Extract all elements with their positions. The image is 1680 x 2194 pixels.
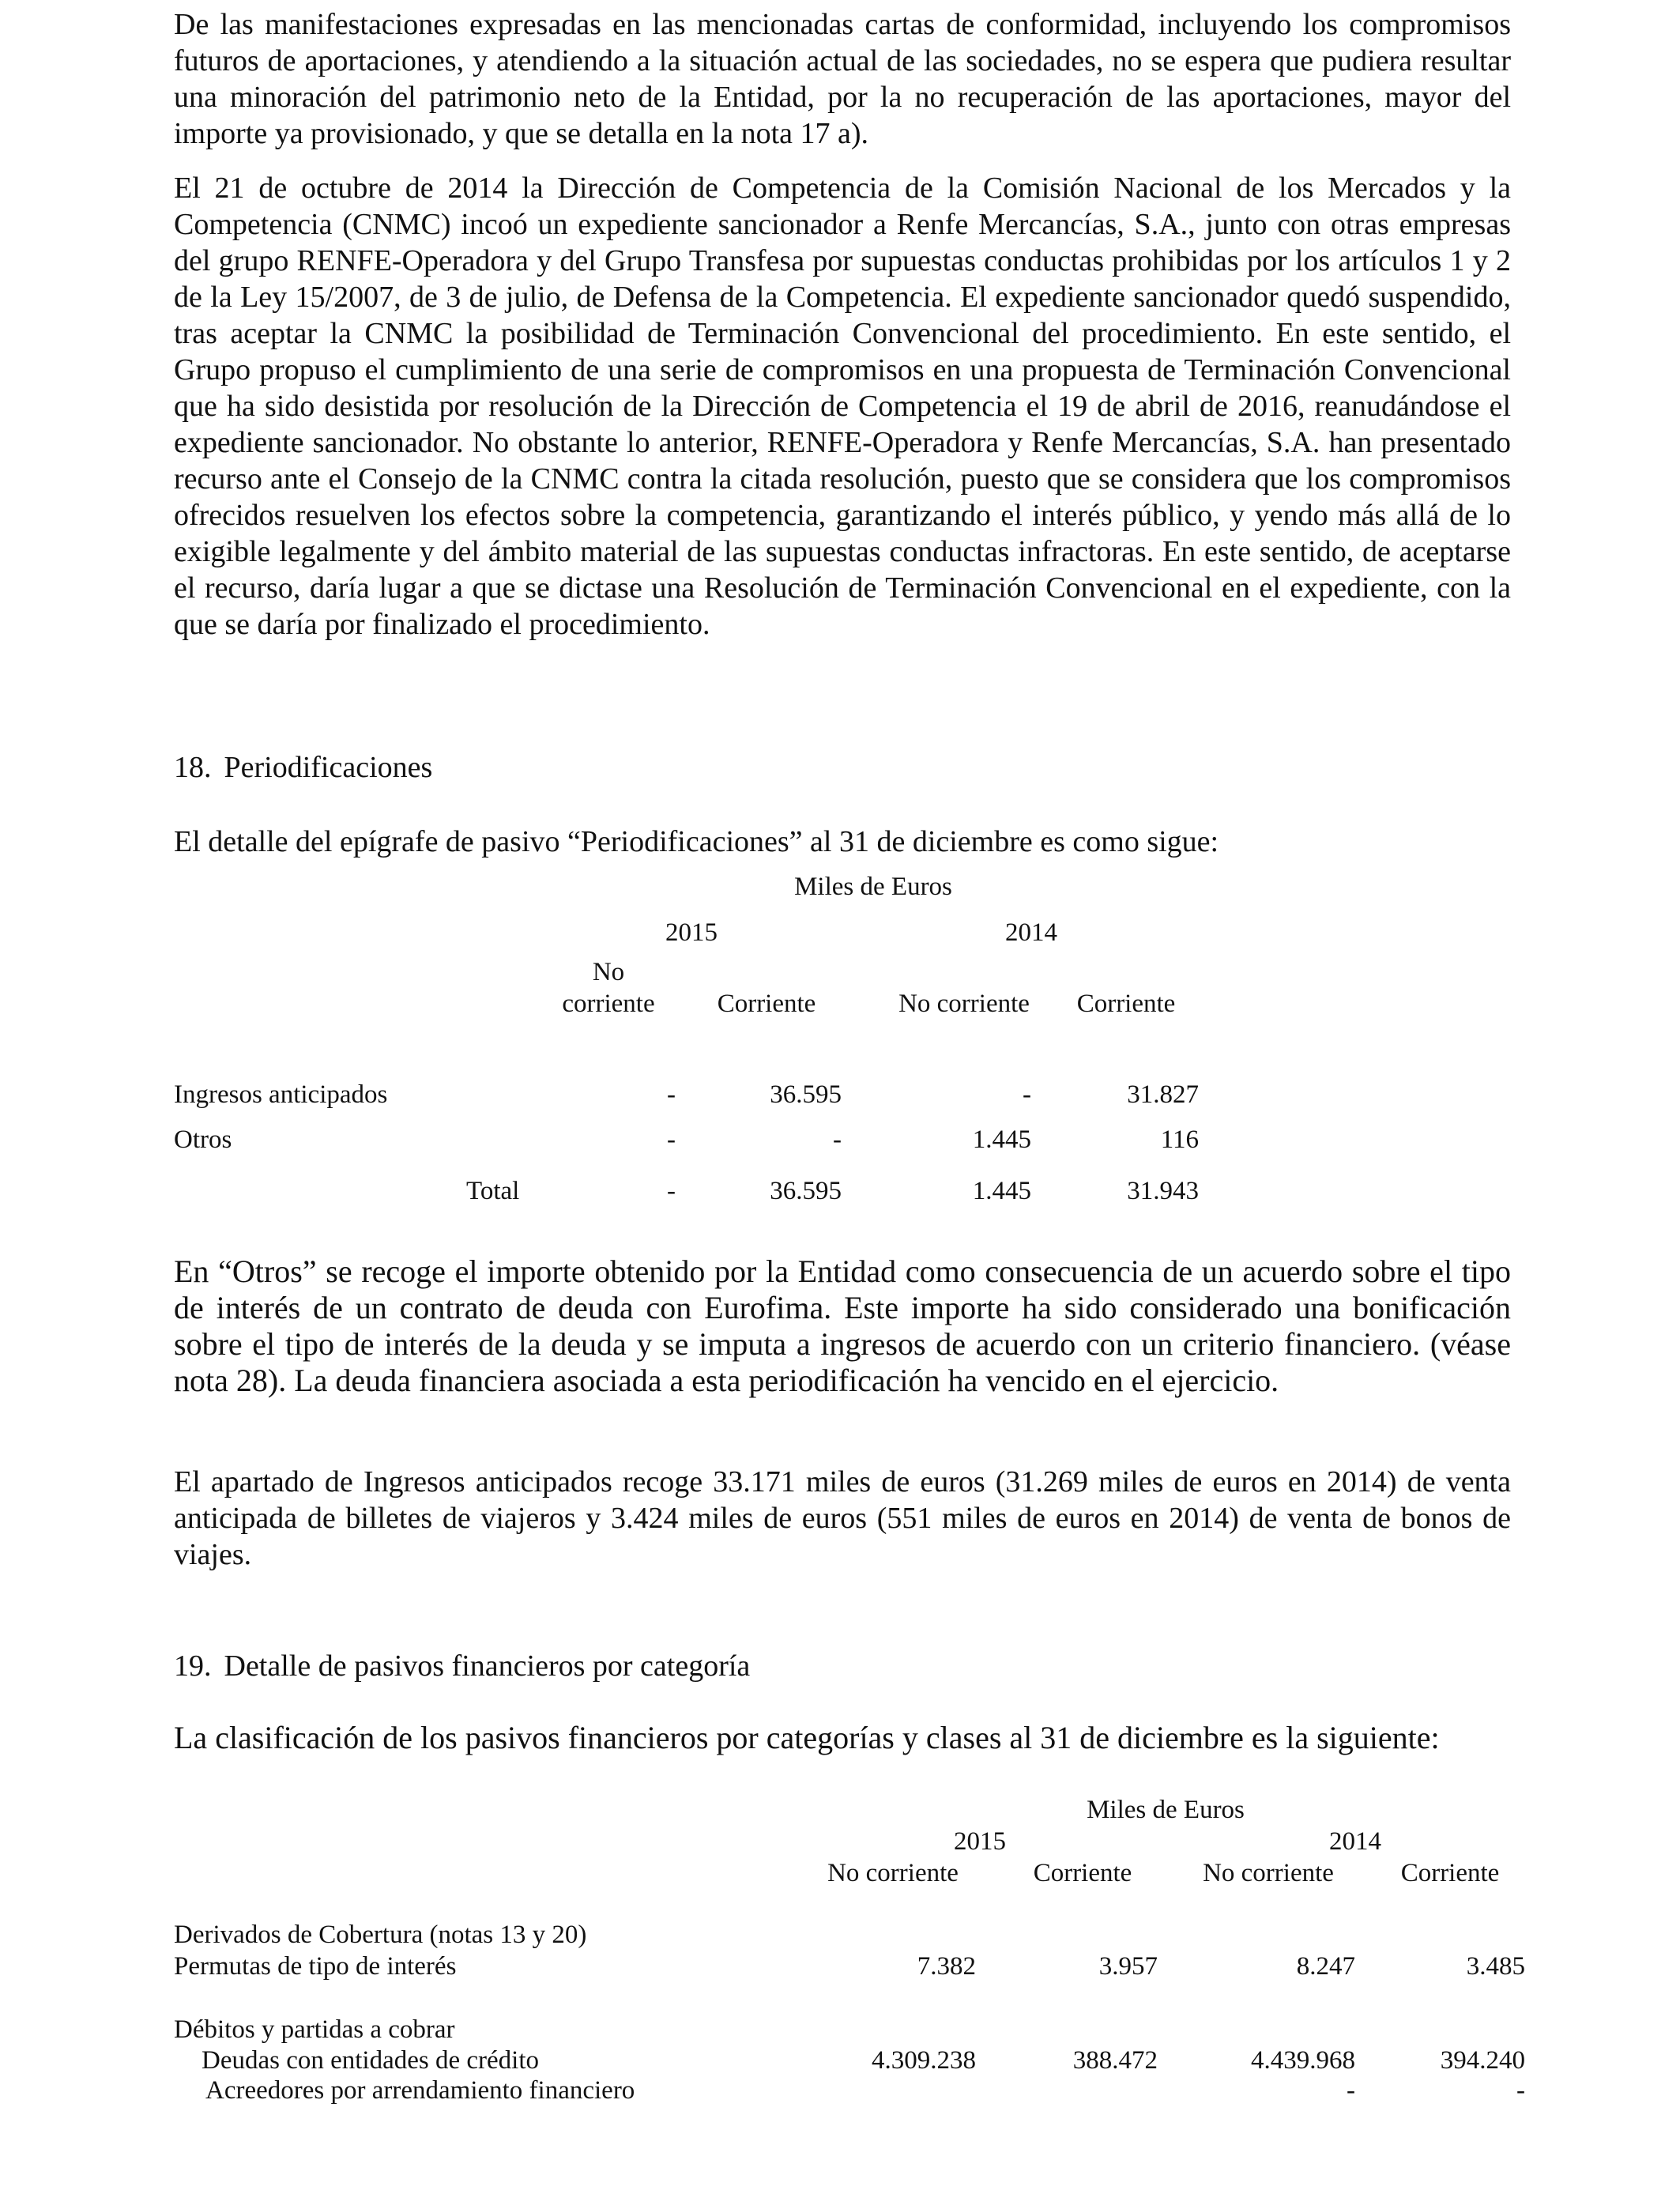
section-18-heading — [174, 749, 432, 786]
table1-cell: - — [667, 1177, 676, 1205]
paragraph-cnmc-expediente: El 21 de octubre de 2014 la Dirección de Competencia de la Comisión Nacional de los Mercados y la Competencia (CNMC) incoó un expediente sancionador a Renfe Mercancías, S.A., junto con otras empresas del grupo RENFE-Operadora y del Grupo Transfesa por supuestas conductas prohibidas por los artículos 1 y 2 de la Ley 15/2007, de 3 de julio, de Defensa de la Competencia. El expediente sancionador quedó suspendido, tras aceptar la CNMC la posibilidad de Terminación Convencional del procedimiento. En este sentido, el Grupo propuso el cumplimiento de una serie de compromisos en una propuesta de Terminación Convencional que ha sido desistida por resolución de la Dirección de Competencia el 19 de abril de 2016, reanudándose el expediente sancionador. No obstante lo anterior, RENFE-Operadora y Renfe Mercancías, S.A. han presentado recurso ante el Consejo de la CNMC contra la citada resolución, puesto que se considera que los compromisos ofrecidos resuelven los efectos sobre la competencia, garantizando el interés público, y yendo más allá de lo exigible legalmente y del ámbito material de las supuestas conductas infractoras. En este sentido, de aceptarse el recurso, daría lugar a que se dictase una Resolución de Terminación Convencional en el expediente, con la que se daría por finalizado el procedimiento. — [174, 172, 1511, 641]
table2-col-no-corriente-2014: No corriente — [1203, 1859, 1334, 1887]
table1-cell: 116 — [1160, 1125, 1199, 1154]
table2-cell: 8.247 — [1296, 1952, 1355, 1981]
table1-col-corriente-2014: Corriente — [1076, 990, 1176, 1018]
table2-row-label: Deudas con entidades de crédito — [202, 2046, 540, 2075]
table1-cell: - — [833, 1125, 842, 1154]
table1-col-no-corriente-2014: No corriente — [898, 990, 1030, 1018]
table2-col-no-corriente-2015: No corriente — [827, 1859, 959, 1887]
table2-cell: 7.382 — [917, 1952, 976, 1981]
table2-cell: 388.472 — [1072, 2046, 1158, 2075]
table2-row-label: Permutas de tipo de interés — [174, 1952, 457, 1981]
table2-cell: 3.957 — [1098, 1952, 1158, 1981]
paragraph-ingresos-anticipados: El apartado de Ingresos anticipados recoge 33.171 miles de euros (31.269 miles de euros en 2014) de venta anticipada de billetes de viajeros y 3.424 miles de euros (551 miles de euros en 2014) de venta de bonos de viajes. — [174, 1465, 1511, 1571]
table1-cell: 36.595 — [770, 1080, 842, 1109]
table1-cell: 31.943 — [1127, 1177, 1199, 1205]
table2-cell: - — [1347, 2076, 1355, 2105]
table1-row-label: Otros — [174, 1125, 232, 1154]
table2-cell: 4.309.238 — [872, 2046, 976, 2075]
table2-cell: 3.485 — [1466, 1952, 1525, 1981]
table1-col-corriente-2015: Corriente — [717, 990, 816, 1018]
table2-unit-header: Miles de Euros — [1087, 1796, 1245, 1824]
table1-cell: 36.595 — [770, 1177, 842, 1205]
table1-cell: - — [1023, 1080, 1031, 1109]
table1-cell: - — [667, 1080, 676, 1109]
table1-row-label: Ingresos anticipados — [174, 1080, 388, 1109]
table2-row-label: Acreedores por arrendamiento financiero — [205, 2076, 635, 2105]
section-19-heading — [174, 1648, 750, 1684]
table1-cell: 1.445 — [972, 1125, 1031, 1154]
paragraph-otros-eurofima: En “Otros” se recoge el importe obtenido por la Entidad como consecuencia de un acuerdo sobre el tipo de interés de un contrato de deuda con Eurofima. Este importe ha sido considerado una bonificación sobre el tipo de interés de la deuda y se imputa a ingresos de acuerdo con un criterio financiero. (véase nota 28). La deuda financiera asociada a esta periodificación ha vencido en el ejercicio. — [174, 1253, 1511, 1398]
table2-cell: 4.439.968 — [1251, 2046, 1355, 2075]
paragraph-cartas-conformidad: De las manifestaciones expresadas en las mencionadas cartas de conformidad, incluyendo los compromisos futuros de aportaciones, y atendiendo a la situación actual de las sociedades, no se espera que pudiera resultar una minoración del patrimonio neto de la Entidad, por la no recuperación de las aportaciones, mayor del importe ya provisionado, y que se detalla en la nota 17 a). — [174, 8, 1511, 150]
section-18-number: 18. — [174, 751, 212, 784]
table2-group-label: Débitos y partidas a cobrar — [174, 2015, 455, 2044]
table1-cell: 1.445 — [972, 1177, 1031, 1205]
table1-year-2014: 2014 — [1005, 918, 1057, 947]
table1-total-label: Total — [466, 1177, 520, 1205]
paragraph-clasificacion-pasivos: La clasificación de los pasivos financieros por categorías y clases al 31 de diciembre es la siguiente: — [174, 1720, 1440, 1755]
section-18-title: Periodificaciones — [224, 751, 433, 784]
section-19-number: 19. — [174, 1649, 212, 1683]
table2-cell: - — [1516, 2076, 1525, 2105]
table2-year-2015: 2015 — [954, 1827, 1006, 1856]
table2-year-2014: 2014 — [1329, 1827, 1381, 1856]
table2-col-corriente-2014: Corriente — [1400, 1859, 1500, 1887]
table1-cell: 31.827 — [1127, 1080, 1199, 1109]
paragraph-detalle-periodificaciones: El detalle del epígrafe de pasivo “Periodificaciones” al 31 de diciembre es como sigue: — [174, 825, 1219, 858]
table1-cell: - — [667, 1125, 676, 1154]
table1-col-no-corriente-2015: No corriente — [562, 958, 655, 1018]
table1-year-2015: 2015 — [665, 918, 718, 947]
section-19-title: Detalle de pasivos financieros por categoría — [224, 1649, 751, 1683]
table2-cell: 394.240 — [1440, 2046, 1525, 2075]
table2-group-label: Derivados de Cobertura (notas 13 y 20) — [174, 1921, 587, 1949]
table2-col-corriente-2015: Corriente — [1033, 1859, 1132, 1887]
table1-unit-header: Miles de Euros — [794, 873, 952, 901]
